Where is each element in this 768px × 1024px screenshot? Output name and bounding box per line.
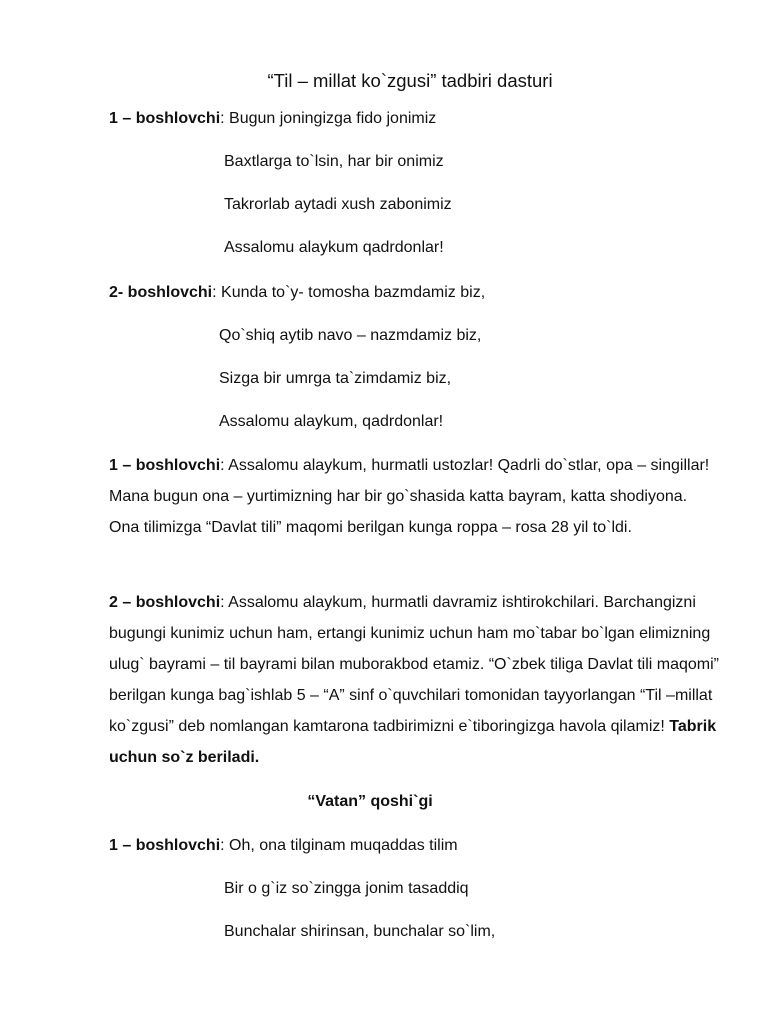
speaker-label: 2 – boshlovchi — [109, 594, 221, 611]
paragraph — [109, 450, 721, 543]
stage-direction: Tabrik uchun so`z beriladi. — [109, 718, 717, 766]
verse-line: Assalomu alaykum, qadrdonlar! — [219, 413, 444, 430]
document-title: “Til – millat ko`zgusi” tadbiri dasturi — [267, 70, 553, 91]
verse-line: Qo`shiq aytib navo – nazmdamiz biz, — [219, 327, 482, 344]
verse-text: : Bugun joningizga fido jonimiz — [220, 110, 437, 127]
song-heading: “Vatan” qoshi`gi — [307, 793, 433, 810]
verse-line: Bunchalar shirinsan, bunchalar so`lim, — [224, 923, 496, 940]
verse-line: Assalomu alaykum qadrdonlar! — [224, 239, 444, 256]
verse-line: Sizga bir umrga ta`zimdamiz biz, — [219, 370, 452, 387]
verse-line: Bir o g`iz so`zingga jonim tasaddiq — [224, 880, 469, 897]
paragraph-text: : Assalomu alaykum, hurmatli davramiz ishtirokchilari. Barchangizni bugungi kunimiz uchun ham, ertangi kunimiz uchun ham mo`tabar bo`lgan elimizning ulug` bayrami – til bayrami bilan muborakbod etamiz. “O`zbek tiliga Davlat tili maqomi” berilgan kunga bag`ishlab 5 – “A” sinf o`quvchilari tomonidan tayyorlangan “Til –millat ko`zgusi” deb nomlangan kamtarona tadbirimizni e`tiboringizga havola qilamiz! — [109, 594, 720, 735]
verse-text: : Kunda to`y- tomosha bazmdamiz biz, — [212, 284, 486, 301]
verse-line: Baxtlarga to`lsin, har bir onimiz — [224, 153, 444, 170]
verse-text: : Oh, ona tilginam muqaddas tilim — [220, 837, 458, 854]
verse-line — [109, 108, 436, 130]
verse-line: Takrorlab aytadi xush zabonimiz — [224, 196, 452, 213]
speaker-label: 1 – boshlovchi — [109, 457, 221, 474]
speaker-label: 2- boshlovchi — [109, 284, 213, 301]
speaker-label: 1 – boshlovchi — [109, 110, 221, 127]
verse-line — [109, 282, 485, 304]
verse-line — [109, 835, 458, 857]
paragraph — [109, 587, 721, 773]
paragraph-text: : Assalomu alaykum, hurmatli ustozlar! Qadrli do`stlar, opa – singillar! Mana bugun ona – yurtimizning har bir go`shasida katta bayram, katta shodiyona. Ona tilimizga “Davlat tili” maqomi berilgan kunga roppa – rosa 28 yil to`ldi. — [109, 457, 710, 536]
speaker-label: 1 – boshlovchi — [109, 837, 221, 854]
